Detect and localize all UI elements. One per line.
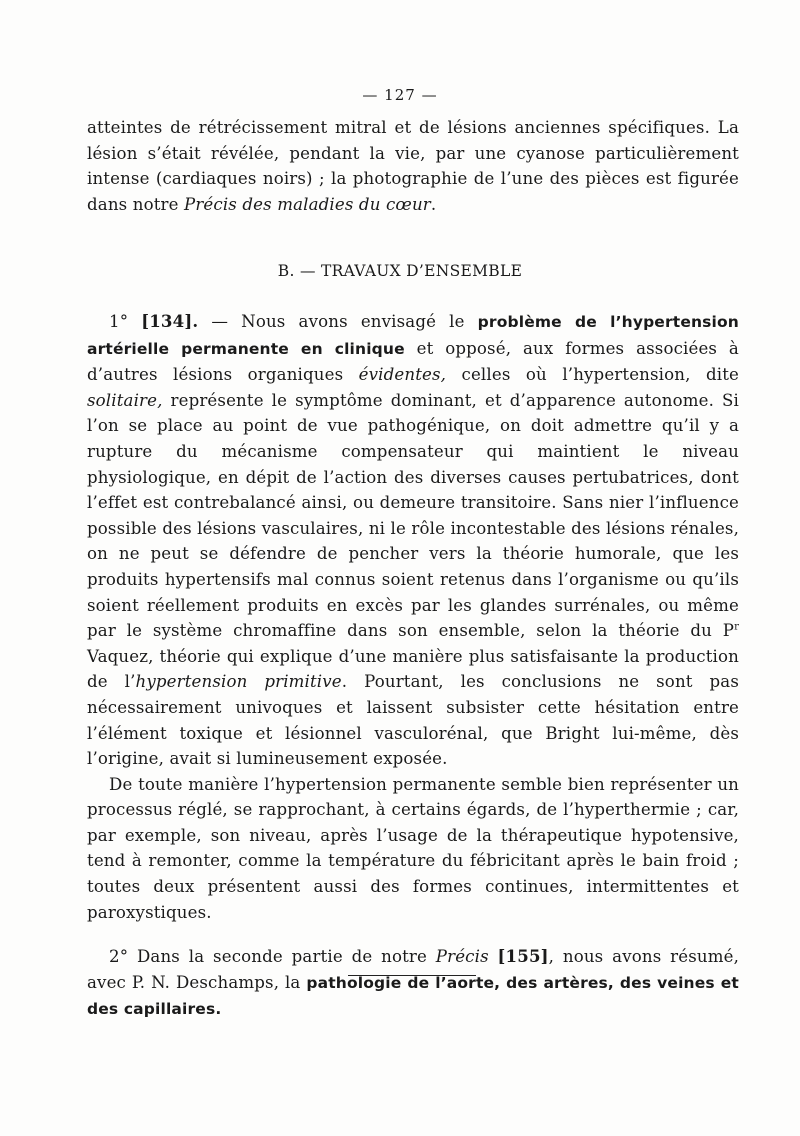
item-1-superscript: r [734, 621, 739, 633]
item-2-text-1: Dans la seconde partie de notre [128, 947, 436, 967]
closing-rule [348, 975, 476, 976]
item-2-text-2: , nous avons résumé, avec P. N. Deschamps, la [87, 947, 739, 992]
item-1-reference: [134]. [141, 311, 199, 331]
intro-paragraph-block [87, 115, 739, 217]
item-1-text-4: représente le symptôme dominant, et d’apparence autonome. Si l’on se place au point de vue pathogénique, on doit admettre qu’il y a rupture du mécanisme compensateur qui maintient le niveau physiologique, en dépit de l’action des diverses causes pertubatrices, dont l’effet est contrebalancé ainsi, ou demeure transitoire. Sans nier l’influence possible des lésions vasculaires, ni le rôle incontestable des lésions rénales, on ne peut se défendre de pencher vers la théorie humorale, que les produits hypertensifs mal connus soient retenus dans l’organisme ou qu’ils soient réellement produits en excès par les glandes surrénales, ou même par le système chromaffine dans son ensemble, selon la théorie du P [87, 390, 740, 641]
intro-paragraph [87, 115, 739, 217]
intro-text-end: . [430, 194, 437, 214]
page-number: — 127 — [362, 86, 438, 104]
item-1-continuation: De toute manière l’hypertension permanente semble bien représenter un processus réglé, se rapprochant, à certains égards, de l’hyperthermie ; car, par exemple, son niveau, après l’usage de la thérapeutique hypotensive, tend à remonter, comme la température du fébricitant après le bain froid ; toutes deux présentent aussi des formes continues, intermittentes et paroxystiques. [87, 774, 739, 922]
item-1-number: 1° [109, 312, 129, 331]
item-2-paragraph [87, 944, 739, 1023]
item-2-reference: [155] [497, 946, 549, 967]
item-1-paragraph [87, 309, 739, 772]
item-1-text-2: et opposé, aux formes associées à d’autres lésions organiques [87, 338, 739, 385]
section-heading: B. — TRAVAUX D’ENSEMBLE [277, 262, 523, 280]
precis-title: Précis des maladies du cœur [184, 194, 431, 214]
item-1-italic-evidentes: évidentes, [358, 365, 447, 385]
item-1-text-3: celles où l’hypertension, dite [446, 365, 739, 385]
intro-text-1: atteintes de rétrécissement mitral et de lésions anciennes spécifiques. La lésion s’était révélée, pendant la vie, par une cyanose particulièrement intense (cardiaques noirs) ; la photographie de l’une des pièces est figurée dans notre [87, 118, 739, 214]
item-2-number: 2° [109, 947, 129, 967]
item-1-text-6: . Pourtant, les conclusions ne sont pas nécessairement univoques et laissent subsister cette hésitation entre l’élément toxique et lésionnel vasculorénal, que Bright lui-même, dès l’origine, avait si lumineusement exposée. [87, 672, 739, 769]
item-1-text-1: — Nous avons envisagé le [198, 312, 478, 331]
item-1-bold-topic: problème de l’hypertension artérielle permanente en clinique [87, 313, 739, 358]
item-1-italic-hypertension: hypertension primitive [135, 672, 342, 692]
item-2-bold-topic: pathologie de l’aorte, des artères, des veines et des capillaires. [87, 973, 739, 1019]
section-body [87, 309, 739, 1023]
item-1-text-5: Vaquez, théorie qui explique d’une manière plus satisfaisante la production de l’ [87, 646, 739, 692]
item-2-italic-precis: Précis [435, 947, 489, 967]
item-1-italic-solitaire: solitaire, [87, 390, 163, 410]
